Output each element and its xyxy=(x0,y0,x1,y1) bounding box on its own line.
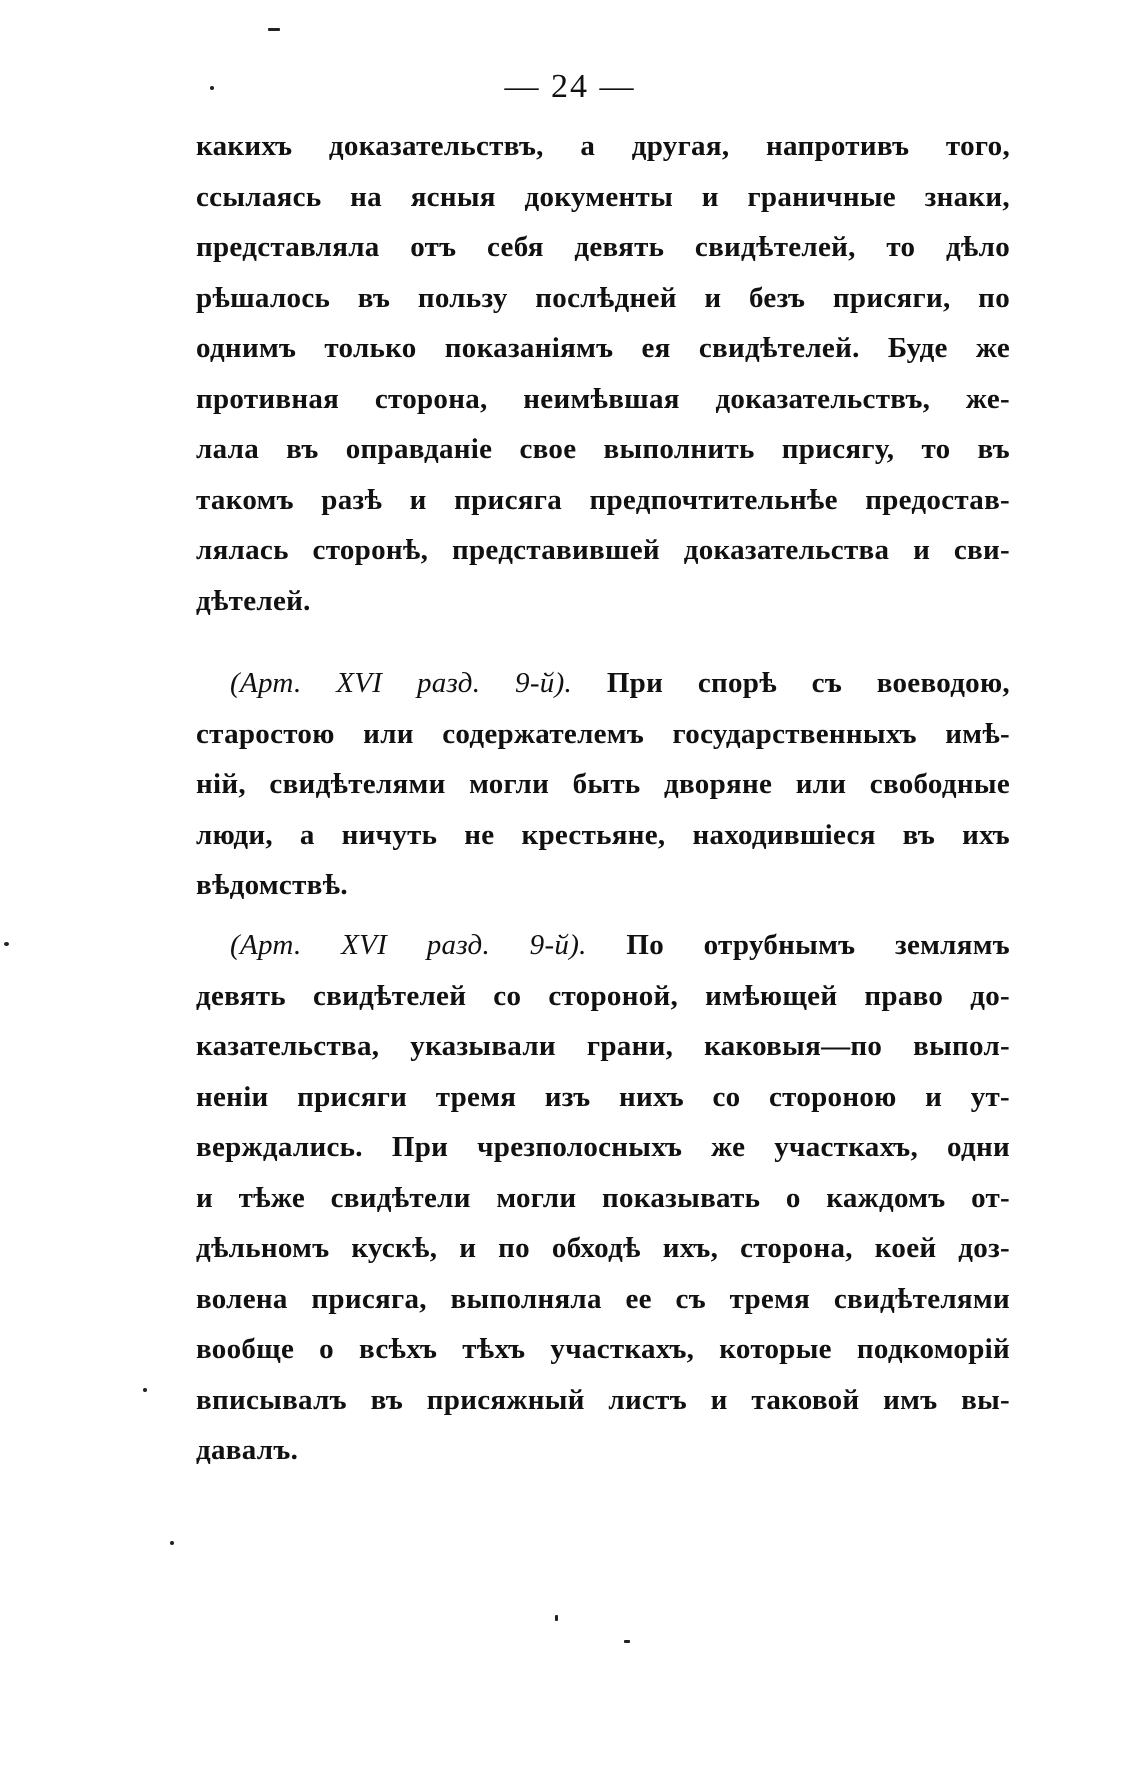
scan-speck xyxy=(624,1640,630,1643)
article-reference: (Арт. XVI разд. 9-й). xyxy=(230,667,573,699)
text-line: дѣтелей. xyxy=(196,584,311,617)
text-line: представляла отъ себя девять свидѣтелей, то дѣло xyxy=(196,231,1010,263)
text-line: такомъ разѣ и присяга предпочтительнѣе предостав- xyxy=(196,483,1010,516)
paragraph-2 xyxy=(196,658,1010,911)
scan-speck xyxy=(268,28,280,31)
text-line: ссылаясь на ясныя документы и граничные знаки, xyxy=(196,180,1010,213)
scan-speck xyxy=(555,1615,558,1621)
text-line: какихъ доказательствъ, а другая, напротивъ того, xyxy=(196,130,1010,162)
text-line: верждались. При чрезполосныхъ же участкахъ, одни xyxy=(196,1131,1010,1163)
text-line xyxy=(196,920,1010,971)
scan-speck xyxy=(170,1541,174,1545)
text-fragment: При спорѣ съ воеводою, xyxy=(606,667,1010,699)
text-line: неніи присяги тремя изъ нихъ со стороною и ут- xyxy=(196,1080,1010,1113)
paragraph-1 xyxy=(196,121,1010,626)
text-line: дѣльномъ кускѣ, и по обходѣ ихъ, сторона, коей доз- xyxy=(196,1232,1010,1264)
text-line: вписывалъ въ присяжный листъ и таковой имъ вы- xyxy=(196,1383,1010,1416)
text-line: рѣшалось въ пользу послѣдней и безъ присяги, по xyxy=(196,281,1010,314)
text-line: девять свидѣтелей со стороной, имѣющей право до- xyxy=(196,979,1010,1012)
text-line: ній, свидѣтелями могли быть дворяне или свободные xyxy=(196,768,1010,800)
text-line: и тѣже свидѣтели могли показывать о каждомъ от- xyxy=(196,1181,1010,1214)
text-line: старостою или содержателемъ государственныхъ имѣ- xyxy=(196,717,1010,750)
page-number: — 24 — xyxy=(504,68,636,105)
text-line: люди, а ничуть не крестьяне, находившіеся въ ихъ xyxy=(196,818,1010,851)
text-line: казательства, указывали грани, каковыя—по выпол- xyxy=(196,1030,1010,1062)
text-line: лялась сторонѣ, представившей доказательства и сви- xyxy=(196,534,1010,566)
text-line: волена присяга, выполняла ее съ тремя свидѣтелями xyxy=(196,1282,1010,1315)
text-line: противная сторона, неимѣвшая доказательствъ, же- xyxy=(196,382,1010,415)
text-line: вообще о всѣхъ тѣхъ участкахъ, которые подкоморій xyxy=(196,1333,1010,1365)
scan-speck xyxy=(210,86,214,90)
scan-speck xyxy=(143,1388,147,1392)
text-line: однимъ только показаніямъ ея свидѣтелей. Буде же xyxy=(196,332,1010,364)
article-reference: (Арт. XVI разд. 9-й). xyxy=(230,929,587,961)
text-line: давалъ. xyxy=(196,1434,299,1466)
text-line: вѣдомствѣ. xyxy=(196,869,348,901)
text-fragment: По отрубнымъ землямъ xyxy=(626,929,1010,961)
text-line xyxy=(196,658,1010,709)
scan-speck xyxy=(4,942,9,946)
text-line: лала въ оправданіе свое выполнить присягу, то въ xyxy=(196,433,1010,465)
paragraph-3 xyxy=(196,920,1010,1476)
